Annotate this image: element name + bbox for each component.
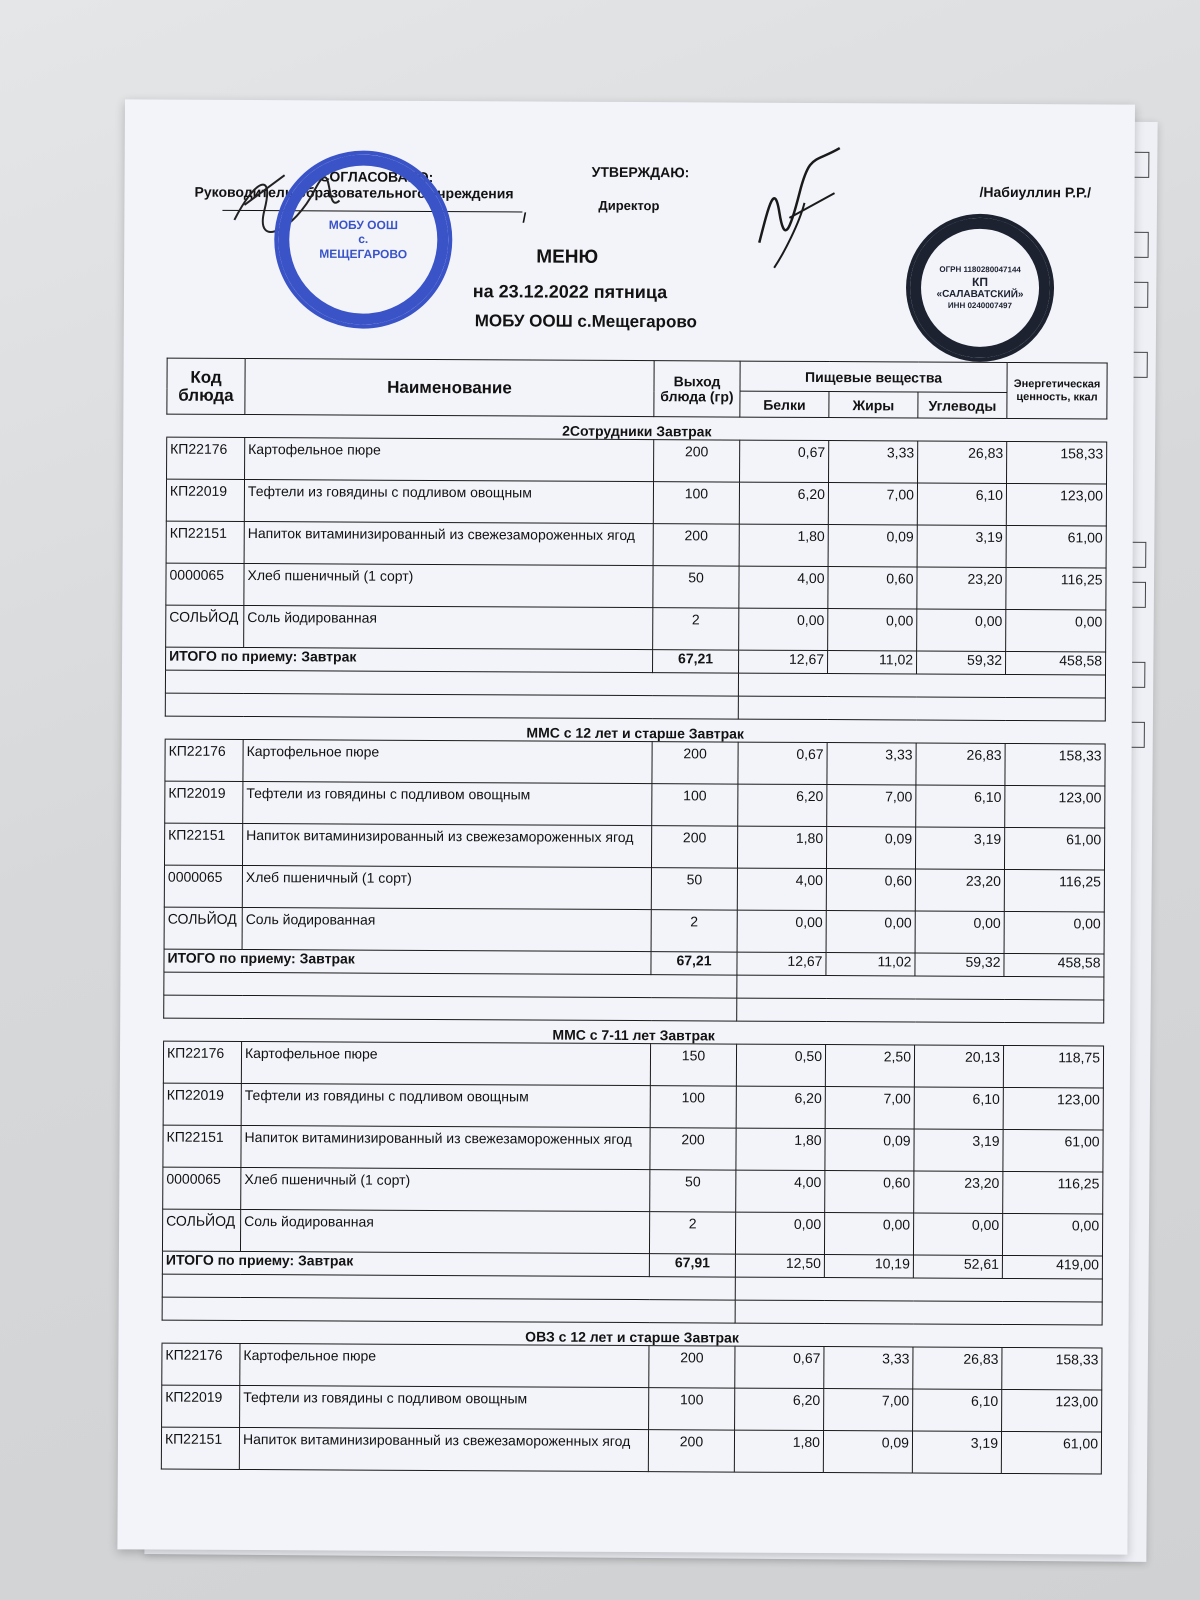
approved-title: СОГЛАСОВАНО: xyxy=(319,168,434,185)
cell-fat: 3,33 xyxy=(827,743,916,785)
table-row xyxy=(165,739,1105,786)
cell-output: 100 xyxy=(650,1086,736,1128)
cell-output: 2 xyxy=(649,1212,735,1254)
cell-name: Хлеб пшеничный (1 сорт) xyxy=(242,865,651,909)
cell-name: Соль йодированная xyxy=(244,605,653,649)
cell-fat: 7,00 xyxy=(827,785,916,827)
total-output: 67,91 xyxy=(649,1254,735,1277)
table-row xyxy=(162,1209,1102,1256)
cell-fat: 2,50 xyxy=(825,1045,914,1087)
total-fat: 11,02 xyxy=(828,651,917,674)
cell-energy: 0,00 xyxy=(1004,911,1104,954)
cell-code: 0000065 xyxy=(164,865,242,907)
total-fat: 11,02 xyxy=(826,953,915,976)
cell-protein: 4,00 xyxy=(739,566,828,608)
cell-energy: 61,00 xyxy=(1006,525,1106,568)
table-row xyxy=(164,907,1104,954)
cell-fat: 0,00 xyxy=(826,911,915,953)
table-row xyxy=(161,1427,1101,1474)
cell-carbs: 6,10 xyxy=(914,1087,1003,1129)
cell-energy: 158,33 xyxy=(1005,743,1105,786)
cell-code: КП22176 xyxy=(165,739,243,781)
cell-fat: 0,60 xyxy=(825,1171,914,1213)
cell-name: Тефтели из говядины с подливом овощным xyxy=(243,781,652,825)
blank-cell xyxy=(738,673,1105,698)
table-row xyxy=(167,437,1107,484)
cell-name: Напиток витаминизированный из свежезамороженных ягод xyxy=(239,1427,648,1471)
table-row xyxy=(164,865,1104,912)
cell-output: 200 xyxy=(651,826,737,868)
cell-fat: 0,09 xyxy=(826,827,915,869)
cell-output: 200 xyxy=(650,1128,736,1170)
cell-energy: 118,75 xyxy=(1003,1045,1103,1088)
cell-output: 50 xyxy=(650,1170,736,1212)
cell-fat: 0,60 xyxy=(826,869,915,911)
cell-code: СОЛЬЙОД xyxy=(166,605,244,647)
cell-fat: 0,00 xyxy=(824,1213,913,1255)
cell-output: 200 xyxy=(652,742,738,784)
cell-output: 100 xyxy=(653,482,739,524)
school-stamp-line2: с. МЕЩЕГАРОВО xyxy=(319,232,408,262)
section-title: ММС с 7-11 лет Завтрак xyxy=(164,1018,1104,1046)
blank-cell xyxy=(164,995,737,1021)
table-row xyxy=(163,1083,1103,1130)
cell-carbs: 6,10 xyxy=(913,1389,1002,1431)
cell-energy: 61,00 xyxy=(1001,1431,1101,1474)
cell-name: Хлеб пшеничный (1 сорт) xyxy=(244,563,653,607)
col-header-carbs: Углеводы xyxy=(918,392,1007,418)
cell-output: 100 xyxy=(652,784,738,826)
blank-cell xyxy=(164,972,737,998)
total-output: 67,21 xyxy=(653,650,739,673)
cell-protein: 0,67 xyxy=(738,742,827,784)
cell-carbs: 3,19 xyxy=(912,1431,1001,1473)
cell-protein: 1,80 xyxy=(734,1430,823,1472)
table-row xyxy=(163,1125,1103,1172)
blank-cell xyxy=(737,975,1104,1000)
cell-name: Картофельное пюре xyxy=(245,437,654,481)
back-sheet-edge-mark xyxy=(1133,232,1149,258)
table-row xyxy=(162,1343,1102,1390)
cell-protein: 6,20 xyxy=(738,784,827,826)
total-energy: 458,58 xyxy=(1004,953,1104,977)
cell-carbs: 23,20 xyxy=(917,567,1006,609)
total-carbs: 59,32 xyxy=(915,953,1004,976)
cell-protein: 4,00 xyxy=(737,868,826,910)
cell-fat: 7,00 xyxy=(824,1389,913,1431)
cell-output: 150 xyxy=(650,1044,736,1086)
section-title: ММС с 12 лет и старше Завтрак xyxy=(165,716,1105,744)
table-row xyxy=(166,563,1106,610)
total-label: ИТОГО по приему: Завтрак xyxy=(166,647,653,673)
cell-code: 0000065 xyxy=(166,563,244,605)
cell-fat: 0,60 xyxy=(828,567,917,609)
total-protein: 12,67 xyxy=(739,650,828,673)
col-header-name: Наименование xyxy=(245,358,654,416)
cell-code: КП22151 xyxy=(164,823,242,865)
col-header-output: Выход блюда (гр) xyxy=(654,361,740,417)
cell-code: КП22019 xyxy=(165,781,243,823)
cell-output: 200 xyxy=(654,440,740,482)
cell-energy: 123,00 xyxy=(1005,785,1105,828)
cell-carbs: 6,10 xyxy=(916,785,1005,827)
cell-carbs: 3,19 xyxy=(914,1129,1003,1171)
cell-carbs: 23,20 xyxy=(915,869,1004,911)
cell-name: Напиток витаминизированный из свежезамороженных ягод xyxy=(241,1125,650,1169)
col-header-protein: Белки xyxy=(740,391,829,417)
back-sheet-edge-mark xyxy=(1133,152,1149,178)
company-stamp-ogrn: ОГРН 1180280047144 xyxy=(939,264,1021,275)
cell-protein: 1,80 xyxy=(736,1128,825,1170)
cell-output: 50 xyxy=(651,868,737,910)
total-carbs: 52,61 xyxy=(913,1255,1002,1278)
total-label: ИТОГО по приему: Завтрак xyxy=(162,1251,649,1277)
cell-code: КП22176 xyxy=(163,1041,241,1083)
cell-fat: 7,00 xyxy=(825,1087,914,1129)
cell-fat: 3,33 xyxy=(829,441,918,483)
cell-energy: 116,25 xyxy=(1006,567,1106,610)
cell-name: Хлеб пшеничный (1 сорт) xyxy=(241,1167,650,1211)
blank-cell xyxy=(735,1300,1102,1325)
cell-fat: 0,09 xyxy=(823,1431,912,1473)
table-row xyxy=(166,521,1106,568)
cell-name: Соль йодированная xyxy=(240,1209,649,1253)
cell-code: КП22151 xyxy=(161,1427,239,1469)
cell-protein: 0,00 xyxy=(739,608,828,650)
back-sheet-edge-mark xyxy=(1132,352,1148,378)
cell-output: 50 xyxy=(653,566,739,608)
school-stamp xyxy=(274,150,453,329)
cell-code: КП22151 xyxy=(166,521,244,563)
company-stamp-line1: КП xyxy=(972,274,989,289)
table-row xyxy=(166,479,1106,526)
cell-fat: 0,09 xyxy=(825,1129,914,1171)
total-protein: 12,50 xyxy=(735,1254,824,1277)
approved-role: Руководитель образовательного учреждения xyxy=(194,183,514,202)
cell-fat: 3,33 xyxy=(824,1347,913,1389)
cell-protein: 6,20 xyxy=(735,1388,824,1430)
cell-energy: 61,00 xyxy=(1003,1129,1103,1172)
cell-code: КП22019 xyxy=(162,1385,240,1427)
cell-code: КП22176 xyxy=(162,1343,240,1385)
cell-carbs: 0,00 xyxy=(913,1213,1002,1255)
cell-name: Картофельное пюре xyxy=(240,1343,649,1387)
blank-cell xyxy=(735,1277,1102,1302)
company-stamp-line2: «САЛАВАТСКИЙ» xyxy=(936,288,1024,301)
signature-line-mark: / xyxy=(522,209,527,226)
section-title: 2Сотрудники Завтрак xyxy=(167,414,1107,442)
total-energy: 458,58 xyxy=(1006,651,1106,675)
menu-document xyxy=(117,99,1135,1554)
cell-protein: 4,00 xyxy=(736,1170,825,1212)
cell-name: Напиток витаминизированный из свежезамороженных ягод xyxy=(244,521,653,565)
cell-output: 2 xyxy=(651,910,737,952)
cell-code: 0000065 xyxy=(163,1167,241,1209)
cell-carbs: 3,19 xyxy=(915,827,1004,869)
cell-output: 200 xyxy=(649,1346,735,1388)
col-header-nutrients: Пищевые вещества xyxy=(740,361,1007,392)
cell-protein: 0,50 xyxy=(736,1044,825,1086)
cell-energy: 158,33 xyxy=(1007,441,1107,484)
cell-output: 200 xyxy=(648,1430,734,1472)
cell-output: 200 xyxy=(653,524,739,566)
cell-output: 100 xyxy=(649,1388,735,1430)
cell-energy: 123,00 xyxy=(1006,483,1106,526)
director-name: /Набиуллин Р.Р./ xyxy=(979,183,1092,201)
cell-energy: 123,00 xyxy=(1002,1389,1102,1432)
cell-protein: 1,80 xyxy=(739,524,828,566)
menu-table xyxy=(161,358,1108,1475)
cell-code: КП22151 xyxy=(163,1125,241,1167)
company-stamp-inn: ИНН 0240007497 xyxy=(947,300,1012,311)
cell-name: Картофельное пюре xyxy=(241,1041,650,1085)
total-energy: 419,00 xyxy=(1002,1255,1102,1279)
cell-protein: 1,80 xyxy=(737,826,826,868)
cell-energy: 158,33 xyxy=(1002,1347,1102,1390)
table-row xyxy=(163,1041,1103,1088)
col-header-energy: Энергетическая ценность, ккал xyxy=(1007,362,1107,419)
cell-name: Тефтели из говядины с подливом овощным xyxy=(244,479,653,523)
cell-energy: 61,00 xyxy=(1005,827,1105,870)
menu-date: на 23.12.2022 пятница xyxy=(472,281,668,303)
blank-cell xyxy=(738,696,1105,721)
cell-carbs: 0,00 xyxy=(915,911,1004,953)
school-stamp-line1: МОБУ ООШ xyxy=(328,217,398,233)
table-row xyxy=(163,1167,1103,1214)
cell-carbs: 26,83 xyxy=(916,743,1005,785)
menu-school: МОБУ ООШ с.Мещегарово xyxy=(474,311,698,332)
cell-code: КП22176 xyxy=(167,437,245,479)
cell-protein: 0,00 xyxy=(737,910,826,952)
cell-energy: 0,00 xyxy=(1006,609,1106,652)
cell-fat: 0,00 xyxy=(828,609,917,651)
table-row xyxy=(164,823,1104,870)
cell-carbs: 26,83 xyxy=(913,1347,1002,1389)
cell-carbs: 6,10 xyxy=(917,483,1006,525)
blank-cell xyxy=(162,1274,735,1300)
table-row xyxy=(165,781,1105,828)
cell-name: Тефтели из говядины с подливом овощным xyxy=(240,1385,649,1429)
total-label: ИТОГО по приему: Завтрак xyxy=(164,949,651,975)
cell-name: Соль йодированная xyxy=(242,907,651,951)
cell-fat: 0,09 xyxy=(828,525,917,567)
menu-table-body xyxy=(161,414,1107,1474)
cell-energy: 116,25 xyxy=(1003,1171,1103,1214)
company-stamp xyxy=(906,213,1055,362)
cell-carbs: 23,20 xyxy=(914,1171,1003,1213)
cell-protein: 6,20 xyxy=(736,1086,825,1128)
cell-code: СОЛЬЙОД xyxy=(162,1209,240,1251)
cell-carbs: 0,00 xyxy=(917,609,1006,651)
blank-cell xyxy=(737,998,1104,1023)
cell-name: Напиток витаминизированный из свежезамороженных ягод xyxy=(242,823,651,867)
cell-energy: 123,00 xyxy=(1003,1087,1103,1130)
cell-carbs: 26,83 xyxy=(918,441,1007,483)
confirm-role: Директор xyxy=(598,197,660,214)
total-carbs: 59,32 xyxy=(917,651,1006,674)
cell-code: КП22019 xyxy=(163,1083,241,1125)
cell-name: Картофельное пюре xyxy=(243,739,652,783)
cell-code: КП22019 xyxy=(166,479,244,521)
col-header-fat: Жиры xyxy=(829,392,918,418)
blank-cell xyxy=(165,670,738,696)
cell-carbs: 3,19 xyxy=(917,525,1006,567)
blank-cell xyxy=(165,693,738,719)
cell-protein: 6,20 xyxy=(739,482,828,524)
back-sheet-edge-mark xyxy=(1132,282,1148,308)
blank-cell xyxy=(162,1297,735,1323)
total-output: 67,21 xyxy=(651,952,737,975)
table-row xyxy=(162,1385,1102,1432)
cell-protein: 0,00 xyxy=(735,1212,824,1254)
cell-name: Тефтели из говядины с подливом овощным xyxy=(241,1083,650,1127)
menu-title: МЕНЮ xyxy=(536,246,599,268)
cell-energy: 0,00 xyxy=(1002,1213,1102,1256)
cell-protein: 0,67 xyxy=(740,440,829,482)
cell-protein: 0,67 xyxy=(735,1346,824,1388)
cell-energy: 116,25 xyxy=(1004,869,1104,912)
total-protein: 12,67 xyxy=(737,952,826,975)
cell-fat: 7,00 xyxy=(828,483,917,525)
cell-output: 2 xyxy=(653,608,739,650)
section-title: ОВЗ с 12 лет и старше Завтрак xyxy=(162,1320,1102,1348)
table-row xyxy=(166,605,1106,652)
total-fat: 10,19 xyxy=(824,1255,913,1278)
cell-carbs: 20,13 xyxy=(914,1045,1003,1087)
confirm-title: УТВЕРЖДАЮ: xyxy=(591,163,690,181)
cell-code: СОЛЬЙОД xyxy=(164,907,242,949)
col-header-code: Код блюда xyxy=(167,358,245,414)
